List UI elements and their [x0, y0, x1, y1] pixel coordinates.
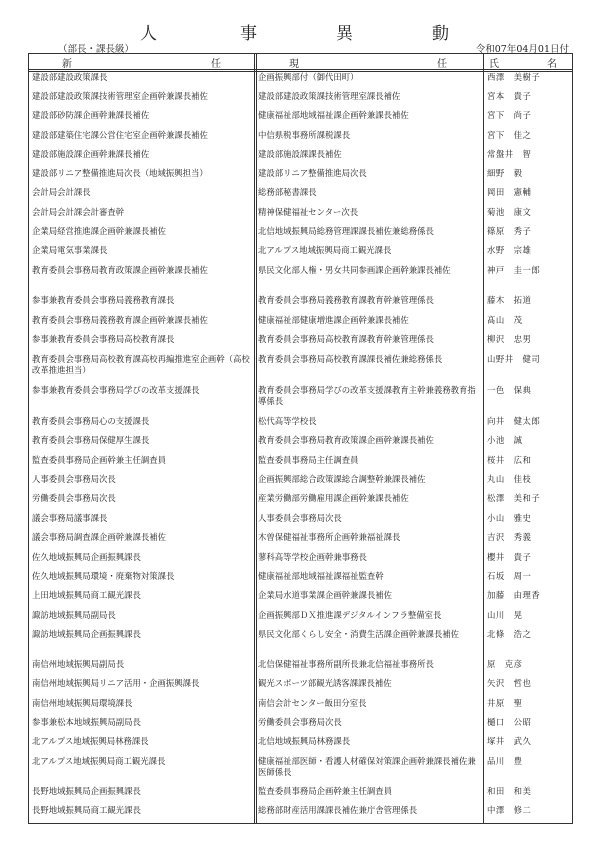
name-cell: 加藤 由理香 [487, 590, 541, 600]
name-cell: 小山 雅史 [487, 513, 532, 523]
column-divider-1 [254, 54, 257, 823]
header-name-right: 名 [547, 59, 557, 70]
name-cell: 松澤 美和子 [487, 493, 541, 503]
new-post-cell: 参事兼教育委員会事務局学びの改革支援課長 [32, 385, 200, 395]
current-post-cell: 建設部施設課課長補佐 [258, 149, 342, 159]
current-post-cell: 北信地域振興局総務管理課課長補佐兼総務係長 [258, 226, 434, 236]
name-cell: 原 克彦 [487, 659, 523, 669]
name-cell: 篠原 秀子 [487, 226, 532, 236]
new-post-cell: 議会事務局調査課企画幹兼課長補佐 [32, 532, 166, 542]
current-post-cell: 総務部財産活用課課長補佐兼庁舎管理係長 [258, 805, 418, 815]
current-post-cell: 松代高等学校長 [258, 416, 317, 426]
header-new-left: 新 [62, 59, 72, 70]
name-cell: 菊池 康文 [487, 207, 532, 217]
name-cell: 細野 毅 [487, 168, 523, 178]
name-cell: 丸山 佳枝 [487, 474, 532, 484]
name-cell: 山川 晃 [487, 610, 523, 620]
new-post-cell: 監査委員事務局企画幹兼主任調査員 [32, 455, 166, 465]
current-post-cell: 蓼科高等学校企画幹兼事務長 [258, 552, 367, 562]
new-post-cell: 佐久地域振興局企画振興課長 [32, 552, 141, 562]
current-post-cell: 北信保健福祉事務所副所長兼北信福祉事務所長 [258, 659, 434, 669]
new-post-cell: 議会事務局議事課長 [32, 513, 108, 523]
new-post-cell: 参事兼教育委員会事務局義務教育課長 [32, 295, 175, 305]
title-char-3: 異 [336, 24, 353, 44]
current-post-cell: 監査委員事務局主任調査員 [258, 455, 359, 465]
effective-date: 令和07年04月01日付 [475, 44, 569, 55]
new-post-cell: 教育委員会事務局心の支援課長 [32, 416, 150, 426]
name-cell: 中澤 修二 [487, 805, 532, 815]
name-cell: 一色 保典 [487, 385, 532, 395]
current-post-cell: 教育委員会事務局教育政策課企画幹兼課長補佐 [258, 435, 434, 445]
name-cell: 柳沢 忠男 [487, 334, 532, 344]
current-post-cell: 建設部リニア整備推進局次長 [258, 168, 367, 178]
personnel-table [28, 53, 573, 824]
current-post-cell: 人事委員会事務局次長 [258, 513, 342, 523]
new-post-cell: 人事委員会事務局次長 [32, 474, 116, 484]
name-cell: 矢沢 哲也 [487, 678, 532, 688]
new-post-cell: 参事兼教育委員会事務局高校教育課長 [32, 334, 175, 344]
current-post-cell: 建設部建設政策課技術管理室課長補佐 [258, 91, 401, 101]
name-cell: 宮下 佳之 [487, 130, 532, 140]
new-post-cell: 南信州地域振興局リニア活用・企画振興課長 [32, 678, 200, 688]
current-post-cell: 健康福祉部健康増進課企画幹兼課長補佐 [258, 315, 409, 325]
name-cell: 向井 健太郎 [487, 416, 541, 426]
current-post-cell: 県民文化部くらし安全・消費生活課企画幹兼課長補佐 [258, 629, 459, 639]
new-post-cell: 建設部建設政策課長 [32, 72, 108, 82]
current-post-cell: 産業労働部労働雇用課企画幹兼課長補佐 [258, 493, 409, 503]
name-cell: 塚井 武久 [487, 736, 532, 746]
new-post-cell: 北アルプス地域振興局林務課長 [32, 736, 149, 746]
new-post-cell: 長野地域振興局企画振興課長 [32, 786, 141, 796]
name-cell: 宮本 貴子 [487, 91, 532, 101]
current-post-cell: 精神保健福祉センター次長 [258, 207, 359, 217]
current-post-cell: 教育委員会事務局義務教育課教育幹兼管理係長 [258, 295, 434, 305]
header-name-left: 氏 [489, 59, 499, 70]
current-post-cell: 健康福祉部地域福祉課企画幹兼課長補佐 [258, 110, 409, 120]
name-cell: 宮下 尚子 [487, 110, 532, 120]
name-cell: 藤木 拓道 [487, 295, 532, 305]
current-post-cell: 企画振興部総合政策課総合調整幹兼課長補佐 [258, 474, 426, 484]
header-new-right: 任 [211, 59, 221, 70]
name-cell: 和田 和美 [487, 786, 532, 796]
name-cell: 山野井 健司 [487, 354, 541, 364]
name-cell: 桜井 広和 [487, 455, 532, 465]
new-post-cell: 諏訪地域振興局副局長 [32, 610, 116, 620]
document-title [0, 19, 602, 44]
new-post-cell: 建設部砂防課企画幹兼課長補佐 [32, 110, 150, 120]
name-cell: 西澤 美樹子 [487, 72, 541, 82]
table-header [29, 54, 572, 72]
new-post-cell: 南信州地域振興局副局長 [32, 659, 125, 669]
new-post-cell: 教育委員会事務局高校教育課高校再編推進室企画幹（高校改革推進担当） [32, 354, 250, 375]
header-current-left: 現 [289, 59, 299, 70]
new-post-cell: 会計局会計課会計審査幹 [32, 207, 125, 217]
new-post-cell: 南信州地域振興局環境課長 [32, 698, 133, 708]
new-post-cell: 教育委員会事務局義務教育課企画幹兼課長補佐 [32, 315, 208, 325]
current-post-cell: 木曽保健福祉事務所企画幹兼福祉課長 [258, 532, 401, 542]
new-post-cell: 企業局経営推進課企画幹兼課長補佐 [32, 226, 166, 236]
current-post-cell: 総務部秘書課長 [258, 187, 317, 197]
new-post-cell: 建設部建設政策課技術管理室企画幹兼課長補佐 [32, 91, 208, 101]
new-post-cell: 教育委員会事務局保健厚生課長 [32, 435, 150, 445]
current-post-cell: 観光スポーツ部観光誘客課課長補佐 [258, 678, 392, 688]
title-char-4: 動 [432, 24, 449, 44]
name-cell: 常盤井 智 [487, 149, 532, 159]
new-post-cell: 建設部施設課企画幹兼課長補佐 [32, 149, 150, 159]
name-cell: 岡田 憲輔 [487, 187, 532, 197]
current-post-cell: 健康福祉部地域福祉課福祉監査幹 [258, 571, 384, 581]
current-post-cell: 北アルプス地域振興局商工観光課長 [258, 245, 392, 255]
new-post-cell: 長野地域振興局商工観光課長 [32, 805, 141, 815]
name-cell: 樋口 公昭 [487, 717, 532, 727]
new-post-cell: 建設部リニア整備推進局次長（地域振興担当） [32, 168, 208, 178]
name-cell: 吉沢 秀義 [487, 532, 532, 542]
current-post-cell: 健康福祉部医師・看護人材確保対策課企画幹兼課長補佐兼医師係長 [258, 756, 476, 777]
new-post-cell: 佐久地域振興局環境・廃棄物対策課長 [32, 571, 175, 581]
new-post-cell: 諏訪地域振興局企画振興課長 [32, 629, 141, 639]
name-cell: 櫻井 貴子 [487, 552, 532, 562]
new-post-cell: 北アルプス地域振興局商工観光課長 [32, 756, 166, 766]
current-post-cell: 南信会計センター飯田分室長 [258, 698, 367, 708]
current-post-cell: 企画振興部付（御代田町） [258, 72, 359, 82]
current-post-cell: 中信県税事務所課税課長 [258, 130, 351, 140]
header-current-right: 任 [437, 59, 447, 70]
title-char-1: 人 [140, 24, 157, 44]
rank-subtitle: （部長・課長級） [58, 44, 135, 55]
name-cell: 神戸 圭一郎 [487, 265, 541, 275]
new-post-cell: 上田地域振興局商工観光課長 [32, 590, 141, 600]
current-post-cell: 県民文化部人権・男女共同参画課企画幹兼課長補佐 [258, 265, 451, 275]
name-cell: 品川 豊 [487, 756, 523, 766]
title-char-2: 事 [240, 24, 257, 44]
name-cell: 水野 宗雄 [487, 245, 532, 255]
name-cell: 石坂 周一 [487, 571, 532, 581]
current-post-cell: 教育委員会事務局高校教育課教育幹兼管理係長 [258, 334, 434, 344]
current-post-cell: 教育委員会事務局高校教育課課長補佐兼総務係長 [258, 354, 443, 364]
new-post-cell: 企業局電気事業課長 [32, 245, 108, 255]
name-cell: 井原 聖 [487, 698, 523, 708]
current-post-cell: 企業局水道事業課企画幹兼課長補佐 [258, 590, 392, 600]
new-post-cell: 建設部建築住宅課公営住宅室企画幹兼課長補佐 [32, 130, 208, 140]
name-cell: 小池 誠 [487, 435, 523, 445]
current-post-cell: 北信地域振興局林務課長 [258, 736, 351, 746]
name-cell: 髙山 茂 [487, 315, 523, 325]
new-post-cell: 参事兼松本地域振興局副局長 [32, 717, 141, 727]
new-post-cell: 労働委員会事務局次長 [32, 493, 116, 503]
current-post-cell: 監査委員事務局企画幹兼主任調査員 [258, 786, 392, 796]
current-post-cell: 教育委員会事務局学びの改革支援課教育主幹兼義務教育指導係長 [258, 385, 476, 406]
current-post-cell: 企画振興部ＤＸ推進課デジタルインフラ整備室長 [258, 610, 442, 620]
new-post-cell: 教育委員会事務局教育政策課企画幹兼課長補佐 [32, 265, 208, 275]
current-post-cell: 労働委員会事務局次長 [258, 717, 342, 727]
new-post-cell: 会計局会計課長 [32, 187, 91, 197]
name-cell: 北條 浩之 [487, 629, 532, 639]
